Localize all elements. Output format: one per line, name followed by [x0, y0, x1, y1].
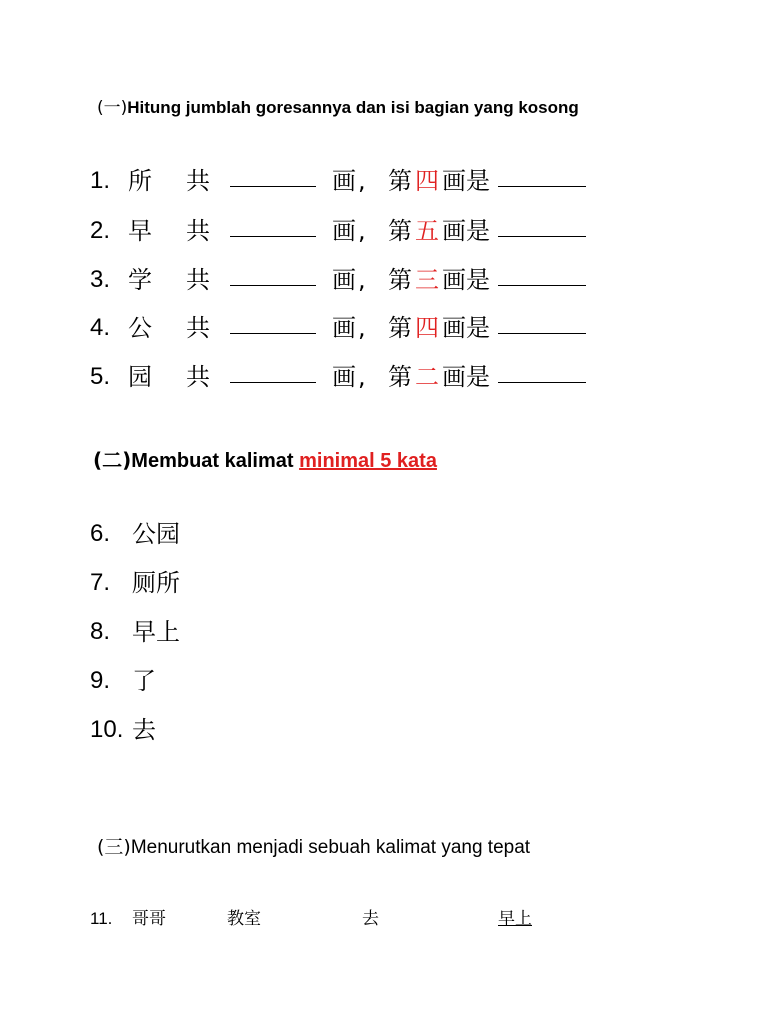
total-label: 共 [186, 217, 210, 245]
ordinal-number: 五 [415, 217, 439, 245]
item-number: 10. [90, 716, 124, 743]
question-number: 11. [90, 909, 113, 928]
stroke-is-label: 画是 [442, 314, 490, 342]
comma: , [358, 167, 366, 195]
arrange-question-row [90, 904, 590, 934]
total-label: 共 [186, 314, 210, 342]
stroke-name-blank[interactable] [498, 382, 586, 383]
ordinal-number: 二 [415, 363, 439, 391]
stroke-unit-label: 画 [332, 314, 356, 342]
comma: , [358, 314, 366, 342]
stroke-name-blank[interactable] [498, 186, 586, 187]
ordinal-prefix: 第 [388, 314, 412, 342]
section-2-number: (二) [93, 448, 132, 472]
stroke-question-row [90, 360, 610, 394]
stroke-is-label: 画是 [442, 363, 490, 391]
comma: , [358, 363, 366, 391]
total-label: 共 [186, 363, 210, 391]
section-2-title: Membuat kalimat [131, 450, 300, 472]
stroke-is-label: 画是 [442, 266, 490, 294]
ordinal-number: 四 [415, 167, 439, 195]
item-word: 了 [132, 667, 156, 695]
stroke-is-label: 画是 [442, 167, 490, 195]
word-tile: 早上 [498, 909, 532, 929]
question-number: 3. [90, 266, 111, 293]
word-tile: 教室 [227, 909, 261, 929]
section-2-heading [93, 444, 437, 473]
question-number: 1. [90, 167, 111, 194]
section-3-title: Menurutkan menjadi sebuah kalimat yang tepat [130, 837, 531, 858]
item-word: 厕所 [132, 569, 180, 597]
stroke-count-blank[interactable] [230, 236, 316, 237]
comma: , [358, 266, 366, 294]
section-3-number: (三) [97, 836, 131, 858]
section-1-title: Hitung jumblah goresannya dan isi bagian yang kosong [127, 98, 579, 117]
item-number: 9. [90, 667, 111, 694]
ordinal-number: 四 [415, 314, 439, 342]
stroke-question-row [90, 263, 610, 297]
word-tile: 去 [362, 909, 379, 929]
section-1-heading [97, 93, 579, 118]
item-word: 去 [132, 716, 156, 744]
comma: , [358, 217, 366, 245]
stroke-question-row [90, 311, 610, 345]
stroke-count-blank[interactable] [230, 333, 316, 334]
question-number: 5. [90, 363, 111, 390]
ordinal-prefix: 第 [388, 167, 412, 195]
question-number: 2. [90, 217, 111, 244]
stroke-unit-label: 画 [332, 167, 356, 195]
question-character: 所 [128, 167, 152, 195]
stroke-count-blank[interactable] [230, 382, 316, 383]
stroke-name-blank[interactable] [498, 285, 586, 286]
stroke-count-blank[interactable] [230, 186, 316, 187]
question-number: 4. [90, 314, 111, 341]
stroke-name-blank[interactable] [498, 333, 586, 334]
word-tile: 哥哥 [132, 909, 166, 929]
stroke-unit-label: 画 [332, 266, 356, 294]
question-character: 公 [128, 314, 152, 342]
ordinal-prefix: 第 [388, 363, 412, 391]
stroke-unit-label: 画 [332, 217, 356, 245]
item-number: 6. [90, 520, 111, 547]
item-word: 公园 [132, 520, 180, 548]
question-character: 园 [128, 363, 152, 391]
stroke-name-blank[interactable] [498, 236, 586, 237]
section-3-heading [97, 832, 530, 859]
section-2-requirement: minimal 5 kata [299, 450, 437, 472]
stroke-question-row [90, 214, 610, 248]
ordinal-prefix: 第 [388, 217, 412, 245]
total-label: 共 [186, 266, 210, 294]
item-number: 8. [90, 618, 111, 645]
question-character: 早 [128, 217, 152, 245]
item-word: 早上 [132, 618, 180, 646]
total-label: 共 [186, 167, 210, 195]
item-number: 7. [90, 569, 111, 596]
question-character: 学 [128, 266, 152, 294]
ordinal-number: 三 [415, 266, 439, 294]
section-1-number: (一) [97, 98, 128, 118]
ordinal-prefix: 第 [388, 266, 412, 294]
stroke-unit-label: 画 [332, 363, 356, 391]
stroke-question-row [90, 164, 610, 198]
stroke-count-blank[interactable] [230, 285, 316, 286]
stroke-is-label: 画是 [442, 217, 490, 245]
